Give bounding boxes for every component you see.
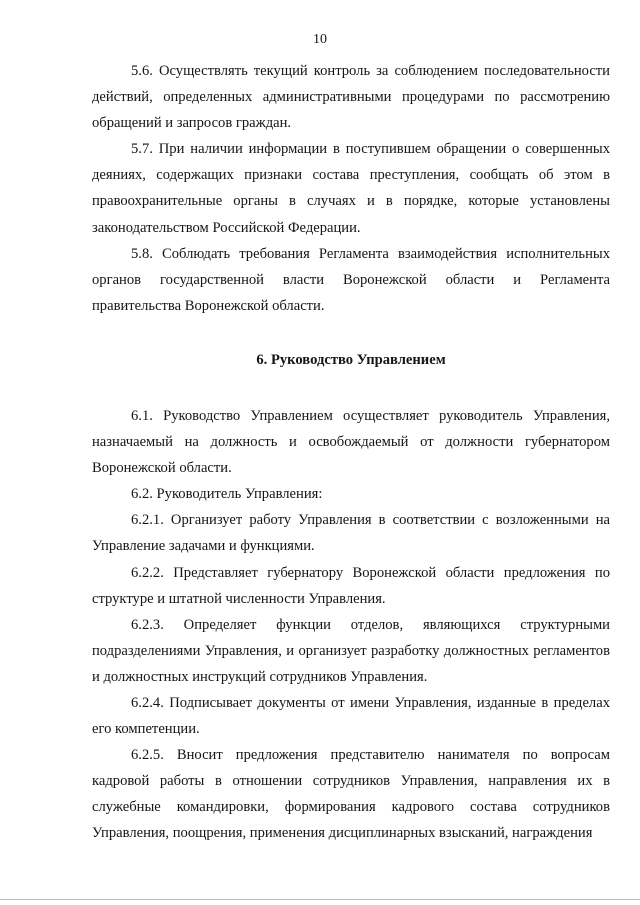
paragraph-5-8: 5.8. Соблюдать требования Регламента взаимодействия исполнительных органов государственной власти Воронежской области и Регламента правительства Воронежской области. [92, 245, 610, 314]
page-number: 10 [313, 32, 327, 47]
scan-edge-line [0, 899, 640, 900]
paragraph-6-2-5: 6.2.5. Вносит предложения представителю нанимателя по вопросам кадровой работы в отношении сотрудников Управления, направления их в служебные командировки, формирования кадрового состава сотрудников Управления, поощрения, применения дисциплинарных взысканий, награждения [92, 747, 610, 842]
paragraph-6-1: 6.1. Руководство Управлением осуществляет руководитель Управления, назначаемый на должность и освобождаемый от должности губернатором Воронежской области. [92, 407, 610, 477]
document-body [92, 58, 610, 847]
section-heading: 6. Руководство Управлением [256, 351, 446, 368]
paragraph-6-2-1: 6.2.1. Организует работу Управления в соответствии с возложенными на Управление задачами и функциями. [92, 512, 610, 555]
paragraph-6-2: 6.2. Руководитель Управления: [131, 486, 323, 503]
paragraph-6-2-2: 6.2.2. Представляет губернатору Воронежской области предложения по структуре и штатной численности Управления. [92, 564, 610, 607]
paragraph-5-7: 5.7. При наличии информации в поступившем обращении о совершенных деяниях, содержащих признаки состава преступления, сообщать об этом в правоохранительные органы в случаях и в порядке, которые установлены законодательством Российской Федерации. [92, 141, 610, 236]
paragraph-6-2-3: 6.2.3. Определяет функции отделов, являющихся структурными подразделениями Управления, и организует разработку должностных регламентов и должностных инструкций сотрудников Управления. [92, 616, 610, 685]
paragraph-6-2-4: 6.2.4. Подписывает документы от имени Управления, изданные в пределах его компетенции. [92, 694, 610, 738]
paragraph-5-6: 5.6. Осуществлять текущий контроль за соблюдением последовательности действий, определенных административными процедурами по рассмотрению обращений и запросов граждан. [92, 63, 610, 132]
